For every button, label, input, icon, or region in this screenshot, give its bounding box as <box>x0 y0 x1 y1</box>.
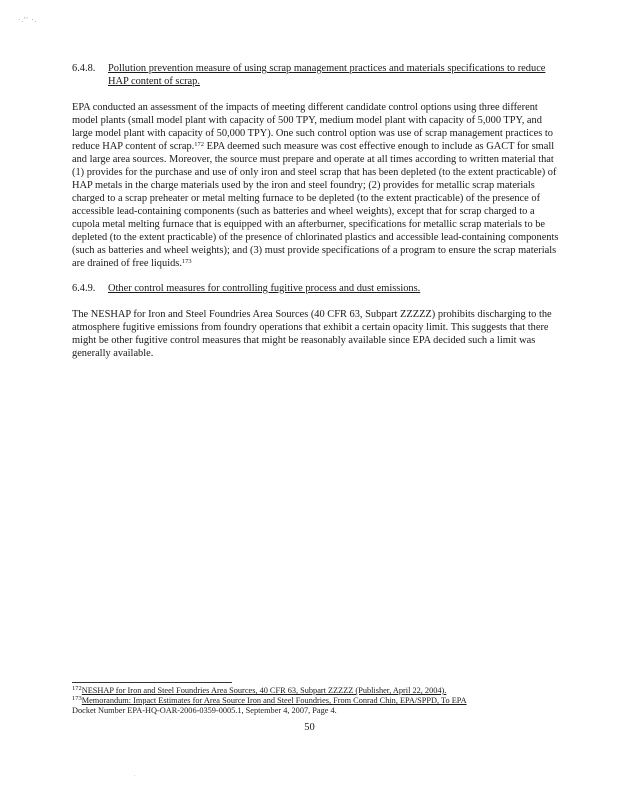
paragraph-text: EPA conducted an assessment of the impacts of meeting different candidate control options using three different model plants (small model plant with capacity of 500 TPY, medium model plant with capacity of 5,000 TPY, and large model plant with capacity of 50,000 TPY). One such control option was use of scrap management practices to reduce HAP content of scrap. <box>72 102 553 152</box>
paragraph-text: The NESHAP for Iron and Steel Foundries Area Sources (40 CFR 63, Subpart ZZZZZ) prohibits discharging to the atmosphere fugitive emissions from foundry operations that exhibit a certain opacity limit. This suggests that there might be other fugitive control measures that might be reasonably available since EPA decided such a limit was generally available. <box>72 309 552 359</box>
footnote-172 <box>72 686 562 696</box>
footnote-173-continued: Docket Number EPA-HQ-OAR-2006-0359-0005.1, September 4, 2007, Page 4. <box>72 706 337 715</box>
page-number: 50 <box>304 722 315 733</box>
footnote-173 <box>72 696 562 706</box>
footnotes <box>72 686 562 716</box>
footnote-number: 172 <box>72 685 82 692</box>
section-title: Pollution prevention measure of using scrap management practices and materials specifications to reduce HAP content of scrap. <box>108 63 546 87</box>
footnote-divider <box>72 682 232 683</box>
footnote-text: Memorandum: Impact Estimates for Area Source Iron and Steel Foundries, From Conrad Chin, EPA/SPPD, To EPA <box>81 696 467 705</box>
scan-mark: ·.'' ·. <box>18 16 38 24</box>
footnote-ref-172[interactable]: 172 <box>194 141 204 148</box>
scan-mark-bottom: . <box>134 772 136 778</box>
paragraph-gact-assessment <box>72 101 562 270</box>
section-heading-6-4-9 <box>72 282 562 295</box>
section-number: 6.4.9. <box>72 283 96 294</box>
footnote-number: 173 <box>72 695 82 702</box>
document-body <box>72 62 562 372</box>
section-heading-6-4-8 <box>72 62 562 88</box>
footnote-ref-173[interactable]: 173 <box>181 258 192 265</box>
paragraph-neshap-fugitive <box>72 308 562 360</box>
paragraph-text-continued: EPA deemed such measure was cost effective enough to include as GACT for small and large area sources. Moreover, the source must prepare and operate at all times according to written material that (1) provides for the purchase and use of only iron and steel scrap that has been depleted (to the extent practicable) of HAP metals in the charge materials used by the iron and steel foundry; (2) provides for metallic scrap materials charged to a scrap preheater or metal melting furnace to be depleted (to the extent practicable) of the presence of accessible lead-containing components (such as batteries and wheel weights), except that for scrap charged to a cupola metal melting furnace that is equipped with an afterburner, specifications for metallic scrap materials to be depleted (to the extent practicable) of the presence of chlorinated plastics and accessible lead-containing components (such as batteries and wheel weights); and (3) must provide specifications of a program to ensure the scrap materials are drained of free liquids. <box>72 141 559 269</box>
section-number: 6.4.8. <box>72 63 96 74</box>
section-title: Other control measures for controlling fugitive process and dust emissions. <box>108 283 421 294</box>
footnote-text: NESHAP for Iron and Steel Foundries Area Sources, 40 CFR 63, Subpart ZZZZZ (Publisher, April 22, 2004). <box>81 686 447 695</box>
